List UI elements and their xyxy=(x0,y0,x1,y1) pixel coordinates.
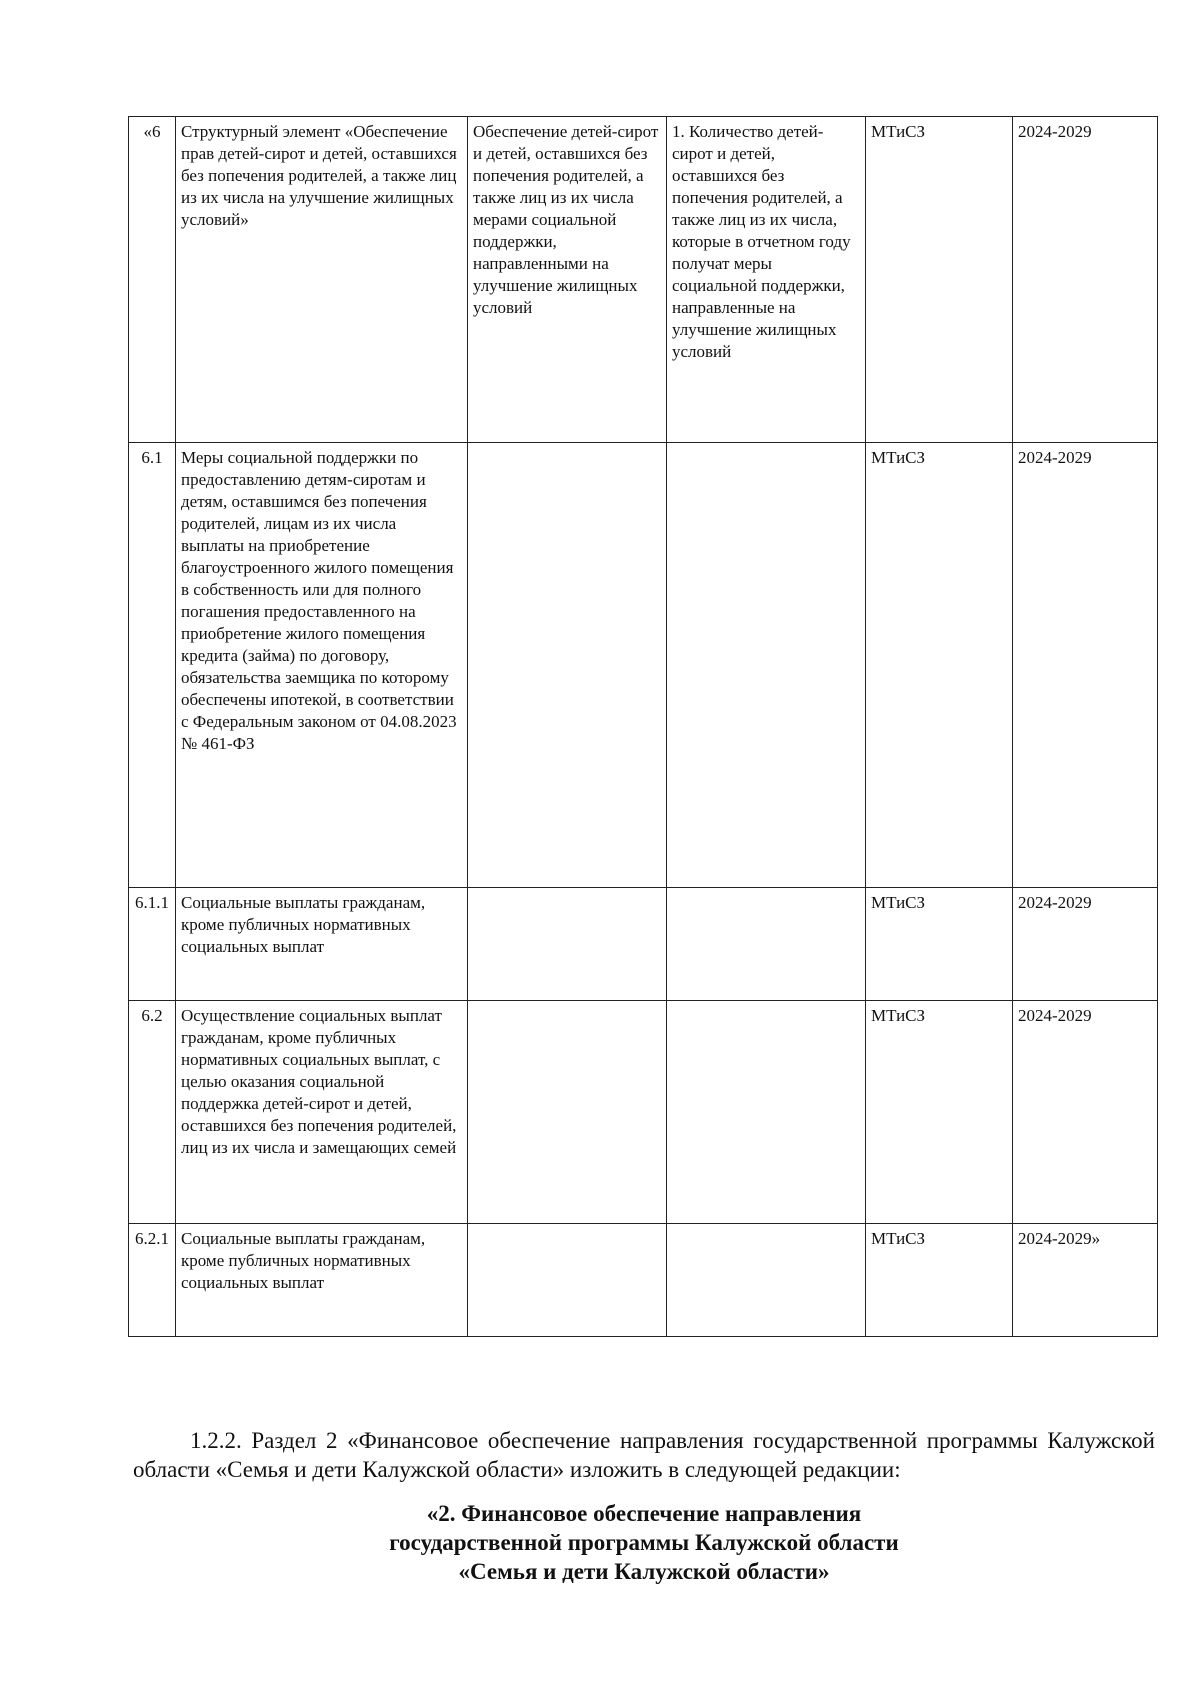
row-period: 2024-2029» xyxy=(1013,1224,1158,1337)
row-number: 6.1.1 xyxy=(129,888,176,1001)
program-structure-table xyxy=(128,116,1158,1337)
row-task xyxy=(468,443,667,888)
table-row xyxy=(129,1224,1158,1337)
table-row xyxy=(129,888,1158,1001)
row-number: «6 xyxy=(129,117,176,443)
row-executor: МТиСЗ xyxy=(866,443,1013,888)
row-executor: МТиСЗ xyxy=(866,888,1013,1001)
row-name: Социальные выплаты гражданам, кроме публичных нормативных социальных выплат xyxy=(176,1224,468,1337)
table-row xyxy=(129,443,1158,888)
row-period: 2024-2029 xyxy=(1013,888,1158,1001)
row-executor: МТиСЗ xyxy=(866,1224,1013,1337)
section-heading-line: «2. Финансовое обеспечение направления xyxy=(426,1501,862,1526)
row-task xyxy=(468,1001,667,1224)
row-task: Обеспечение детей-сирот и детей, оставшихся без попечения родителей, а также лиц из их числа мерами социальной поддержки, направленными на улучшение жилищных условий xyxy=(468,117,667,443)
row-indicator: 1. Количество детей-сирот и детей, оставшихся без попечения родителей, а также лиц из их числа, которые в отчетном году получат меры социальной поддержки, направленные на улучшение жилищных условий xyxy=(667,117,866,443)
row-executor: МТиСЗ xyxy=(866,117,1013,443)
row-executor: МТиСЗ xyxy=(866,1001,1013,1224)
row-number: 6.1 xyxy=(129,443,176,888)
row-name: Структурный элемент «Обеспечение прав детей-сирот и детей, оставшихся без попечения родителей, а также лиц из их числа на улучшение жилищных условий» xyxy=(176,117,468,443)
table-row xyxy=(129,1001,1158,1224)
amendment-paragraph: 1.2.2. Раздел 2 «Финансовое обеспечение направления государственной программы Калужской области «Семья и дети Калужской области» изложить в следующей редакции: xyxy=(133,1428,1155,1482)
row-name: Меры социальной поддержки по предоставлению детям-сиротам и детям, оставшимся без попечения родителей, лицам из их числа выплаты на приобретение благоустроенного жилого помещения в собственность или для полного погашения предоставленного на приобретение жилого помещения кредита (займа) по договору, обязательства заемщика по которому обеспечены ипотекой, в соответствии с Федеральным законом от 04.08.2023 № 461-ФЗ xyxy=(176,443,468,888)
row-name: Осуществление социальных выплат гражданам, кроме публичных нормативных социальных выплат, с целью оказания социальной поддержка детей-сирот и детей, оставшихся без попечения родителей, лиц из их числа и замещающих семей xyxy=(176,1001,468,1224)
row-indicator xyxy=(667,1224,866,1337)
row-period: 2024-2029 xyxy=(1013,443,1158,888)
row-number: 6.2 xyxy=(129,1001,176,1224)
section-heading-line: «Семья и дети Калужской области» xyxy=(458,1559,830,1584)
row-period: 2024-2029 xyxy=(1013,1001,1158,1224)
section-heading xyxy=(133,1499,1155,1586)
section-heading-line: государственной программы Калужской области xyxy=(389,1530,899,1555)
row-name: Социальные выплаты гражданам, кроме публичных нормативных социальных выплат xyxy=(176,888,468,1001)
row-task xyxy=(468,1224,667,1337)
row-period: 2024-2029 xyxy=(1013,117,1158,443)
row-indicator xyxy=(667,888,866,1001)
row-task xyxy=(468,888,667,1001)
table-row xyxy=(129,117,1158,443)
row-indicator xyxy=(667,443,866,888)
row-number: 6.2.1 xyxy=(129,1224,176,1337)
row-indicator xyxy=(667,1001,866,1224)
